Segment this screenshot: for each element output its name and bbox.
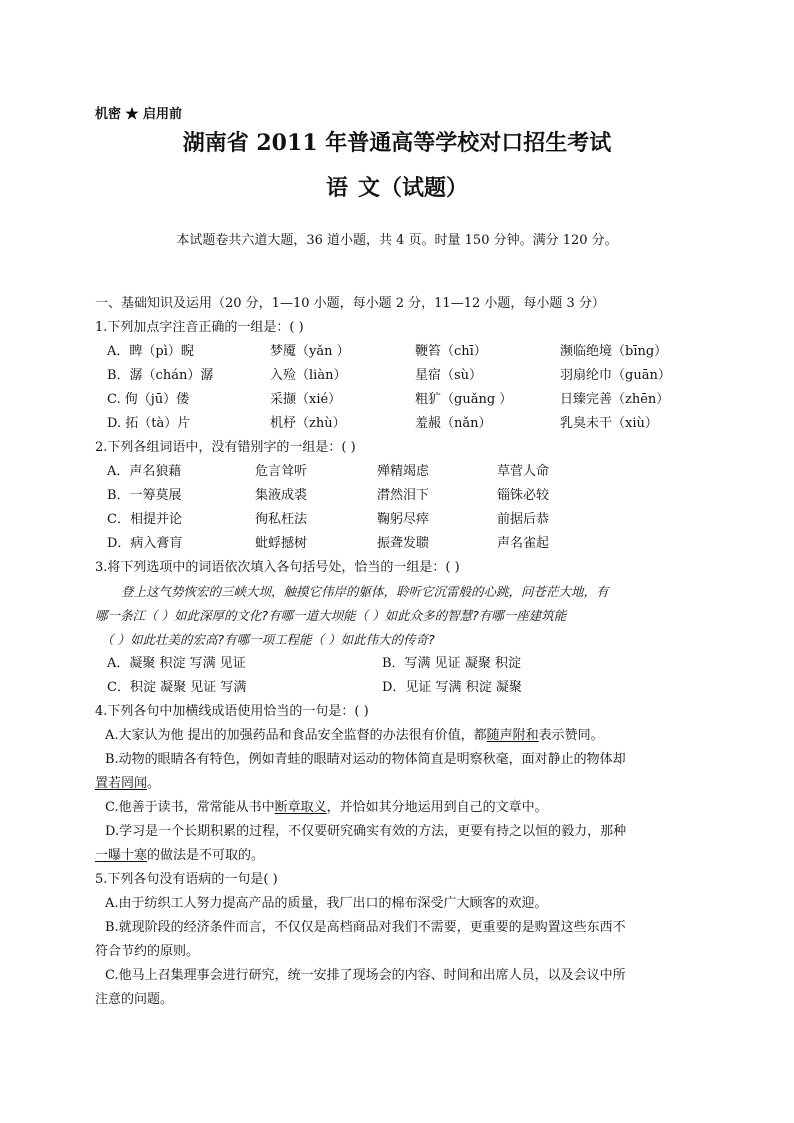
option-cell: 乳臭未干（xiù）: [560, 416, 658, 431]
underlined-idiom: 一曝十寒: [95, 848, 148, 863]
question-3-options-row: [95, 652, 700, 676]
question-1-row-a: [95, 340, 700, 364]
section-1-heading: 一、基础知识及运用（20 分，1—10 小题，每小题 2 分，11—12 小题，每小题 3 分）: [95, 296, 605, 311]
option-cell: C．积淀 凝聚 见证 写满: [107, 680, 247, 695]
option-cell: D. 拓（tà）片: [107, 416, 191, 431]
question-3-passage-line: 哪一条江（ ）如此深厚的文化?有哪一道大坝能（ ）如此众多的智慧?有哪一座建筑能: [95, 608, 567, 623]
question-5-option-a: A.由于纺织工人努力提高产品的质量，我厂出口的棉布深受广大顾客的欢迎。: [105, 896, 548, 911]
question-3-options-row: [95, 676, 700, 700]
option-cell: B．写满 见证 凝聚 积淀: [382, 656, 521, 671]
option-cell: 徇私枉法: [255, 512, 308, 527]
underlined-idiom: 断章取义: [274, 800, 327, 815]
subtitle-part-a: 语: [325, 175, 348, 201]
exam-title: 湖南省 2011 年普通高等学校对口招生考试: [182, 130, 612, 156]
option-cell: 羞赧（nǎn）: [415, 416, 492, 431]
question-4-option-d-line: D.学习是一个长期积累的过程，不仅要研究确实有效的方法，更要有持之以恒的毅力，那种: [105, 824, 627, 839]
underlined-idiom: 置若罔闻: [95, 776, 148, 791]
option-cell: 梦魇（yǎn ）: [270, 344, 350, 359]
option-cell: 日臻完善（zhēn）: [560, 392, 670, 407]
question-4-option-b-line: B.动物的眼睛各有特色，例如青蛙的眼睛对运动的物体简直是明察秋毫，面对静止的物体却: [105, 752, 626, 767]
question-2-row-c: [95, 508, 700, 532]
option-text: 的做法是不可取的。: [147, 848, 265, 863]
question-5-option-c-line: C.他马上召集理事会进行研究，统一安排了现场会的内容、时间和出席人员，以及会议中所: [105, 968, 626, 983]
exam-content: [95, 292, 700, 1012]
option-cell: C．相提并论: [107, 512, 182, 527]
option-cell: B．潺（chán）潺: [107, 368, 214, 383]
option-cell: 鞠躬尽瘁: [377, 512, 430, 527]
question-4-stem: 4.下列各句中加横线成语使用恰当的一句是：( ): [95, 704, 369, 719]
question-5-option-c-cont: 注意的问题。: [95, 992, 174, 1007]
exam-subtitle: [0, 171, 794, 202]
option-cell: 集液成裘: [255, 488, 308, 503]
option-cell: 振聋发聩: [377, 536, 430, 551]
question-2-row-d: [95, 532, 700, 556]
option-text: A.大家认为他 提出的加强药品和食品安全监督的办法很有价值，都: [105, 728, 487, 743]
subtitle-part-b: 文（试题）: [358, 175, 469, 201]
option-cell: 粗犷（guǎng ）: [415, 392, 513, 407]
option-cell: 鞭笞（chī）: [415, 344, 487, 359]
question-1-stem: 1.下列加点字注音正确的一组是：( ): [95, 320, 304, 335]
option-cell: 潸然泪下: [377, 488, 430, 503]
option-cell: 濒临绝境（bīng）: [560, 344, 668, 359]
option-cell: A．凝聚 积淀 写满 见证: [107, 656, 246, 671]
option-text: 表示赞同。: [538, 728, 604, 743]
question-4-option-b-cont: [95, 772, 700, 796]
option-text: ，并恰如其分地运用到自己的文章中。: [326, 800, 548, 815]
option-cell: 入殓（liàn）: [270, 368, 347, 383]
question-5-option-b-line: B.就现阶段的经济条件而言，不仅仅是高档商品对我们不需要，更重要的是购置这些东西不: [105, 920, 626, 935]
exam-intro: 本试题卷共六道大题，36 道小题，共 4 页。时量 150 分钟。满分 120 分。: [176, 233, 618, 248]
option-cell: D．见证 写满 积淀 凝聚: [382, 680, 522, 695]
option-cell: 采撷（xié）: [270, 392, 342, 407]
option-cell: 机杼（zhù）: [270, 416, 346, 431]
underlined-idiom: 随声附和: [486, 728, 539, 743]
option-cell: 草菅人命: [497, 464, 550, 479]
option-cell: 殚精竭虑: [377, 464, 430, 479]
option-cell: 锱铢必较: [497, 488, 550, 503]
option-cell: 星宿（sù）: [415, 368, 483, 383]
question-3-stem: 3.将下列选项中的词语依次填入各句括号处，恰当的一组是：( ): [95, 560, 460, 575]
option-cell: 蚍蜉撼树: [255, 536, 308, 551]
question-1-row-d: [95, 412, 700, 436]
option-cell: A．声名狼藉: [107, 464, 182, 479]
question-3-passage-line: （ ）如此壮美的宏高?有哪一项工程能（ ）如此伟大的传奇?: [101, 632, 435, 647]
option-text: 。: [147, 776, 161, 791]
option-cell: 声名雀起: [497, 536, 550, 551]
question-4-option-a: [95, 724, 700, 748]
question-3-passage-line: 登上这气势恢宏的三峡大坝，触摸它伟岸的躯体，聆听它沉雷般的心跳，问苍茫大地，有: [121, 584, 609, 599]
question-1-row-b: [95, 364, 700, 388]
option-cell: C. 佝（jū）偻: [107, 392, 190, 407]
option-cell: 危言耸听: [255, 464, 308, 479]
option-text: C.他善于读书，常常能从书中: [105, 800, 275, 815]
question-4-option-c: [95, 796, 700, 820]
option-cell: 前据后恭: [497, 512, 550, 527]
option-cell: 羽扇纶巾（guān）: [560, 368, 671, 383]
question-5-stem: 5.下列各句没有语病的一句是( ): [95, 872, 278, 887]
option-cell: B．一筹莫展: [107, 488, 182, 503]
question-2-row-b: [95, 484, 700, 508]
question-5-option-b-cont: 符合节约的原则。: [95, 944, 200, 959]
question-2-stem: 2.下列各组词语中，没有错别字的一组是：( ): [95, 440, 356, 455]
question-4-option-d-cont: [95, 844, 700, 868]
confidential-label: 机密 ★ 启用前: [95, 107, 183, 122]
question-2-row-a: [95, 460, 700, 484]
question-1-row-c: [95, 388, 700, 412]
option-cell: D．病入膏肓: [107, 536, 183, 551]
option-cell: A．睥（pì）睨: [107, 344, 194, 359]
